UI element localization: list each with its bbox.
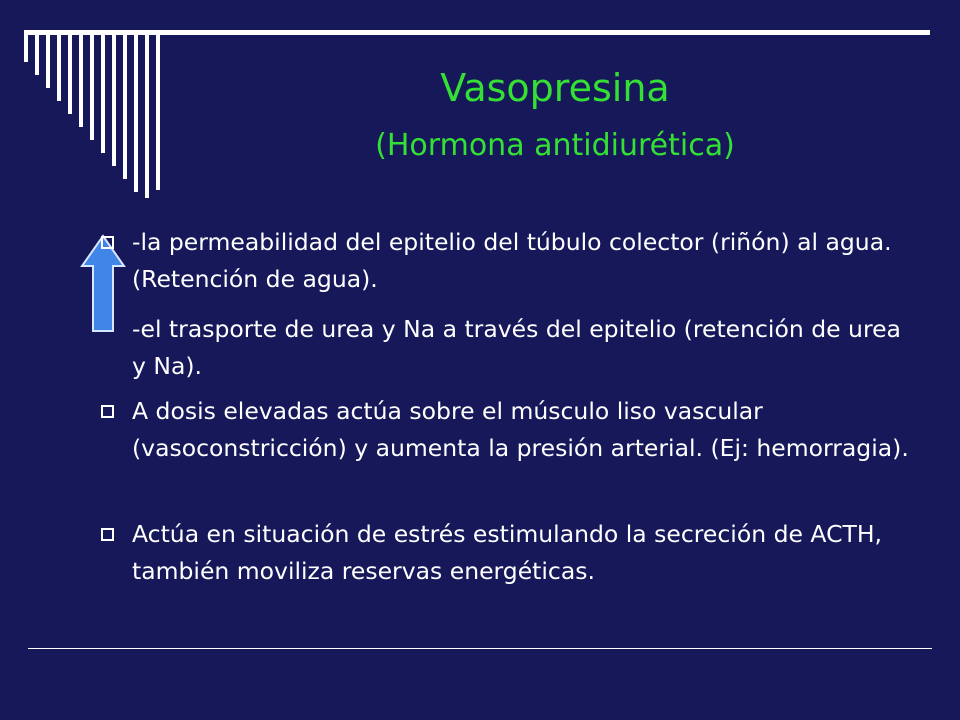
list-item: -la permeabilidad del epitelio del túbulo colector (riñón) al agua. (Retención de agua). [132, 228, 892, 293]
bottom-rule [28, 648, 932, 649]
list-item: Actúa en situación de estrés estimulando la secreción de ACTH, también moviliza reservas energéticas. [132, 520, 882, 585]
up-arrow-icon [80, 234, 126, 334]
list-item: A dosis elevadas actúa sobre el músculo liso vascular (vasoconstricción) y aumenta la presión arterial. (Ej: hemorragia). [132, 397, 909, 462]
slide-subtitle: (Hormona antidiurética) [375, 128, 735, 163]
list-item: -el trasporte de urea y Na a través del epitelio (retención de urea y Na). [132, 315, 901, 380]
slide-title: Vasopresina [440, 66, 670, 110]
bullet-icon [101, 405, 114, 418]
bullet-icon [101, 236, 114, 249]
bullet-icon [101, 528, 114, 541]
